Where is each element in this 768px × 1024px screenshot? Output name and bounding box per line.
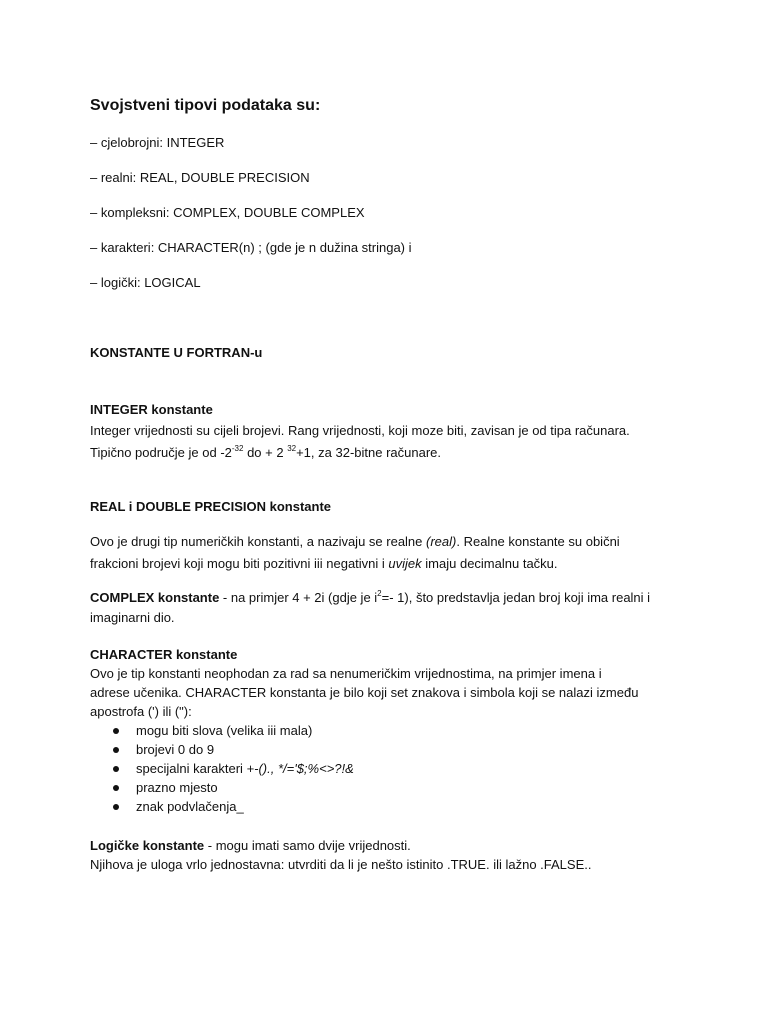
real-heading: REAL i DOUBLE PRECISION konstante bbox=[90, 499, 332, 514]
integer-text-2 bbox=[90, 443, 441, 462]
integer-text-1: Integer vrijednosti su cijeli brojevi. Rang vrijednosti, koji moze biti, zavisan je od tipa računara. bbox=[90, 423, 630, 438]
types-title: Svojstveni tipovi podataka su: bbox=[90, 97, 321, 114]
logical-text-1 bbox=[90, 836, 411, 855]
bullet-icon bbox=[113, 747, 119, 753]
bullet-item-letters: mogu biti slova (velika iii mala) bbox=[136, 723, 313, 738]
character-text-3: apostrofa (') ili ("): bbox=[90, 704, 192, 719]
bullet-icon bbox=[113, 728, 119, 734]
real-text-2b: imaju decimalnu tačku. bbox=[421, 556, 558, 571]
integer-exp-1: -32 bbox=[231, 444, 244, 453]
bullet-item-digits: brojevi 0 do 9 bbox=[136, 742, 215, 757]
integer-heading: INTEGER konstante bbox=[90, 402, 213, 417]
type-item-integer: – cjelobrojni: INTEGER bbox=[90, 135, 225, 150]
character-text-2: adrese učenika. CHARACTER konstanta je bilo koji set znakova i simbola koji se nalazi između bbox=[90, 685, 639, 700]
complex-text-1 bbox=[90, 588, 650, 607]
bullet-item-underscore: znak podvlačenja_ bbox=[136, 799, 244, 814]
logical-text-1b: - mogu imati samo dvije vrijednosti. bbox=[204, 838, 411, 853]
bullet-icon bbox=[113, 804, 119, 810]
type-item-complex: – kompleksni: COMPLEX, DOUBLE COMPLEX bbox=[90, 205, 365, 220]
real-text-1-italic: (real) bbox=[426, 534, 457, 549]
special-characters: +-()., */='$;%<>?!& bbox=[246, 761, 354, 776]
real-text-1a: Ovo je drugi tip numeričkih konstanti, a nazivaju se realne bbox=[90, 534, 427, 549]
real-text-2a: frakcioni brojevi koji mogu biti pozitivni iii negativni i bbox=[90, 556, 389, 571]
logical-heading: Logičke konstante bbox=[90, 838, 205, 853]
type-item-logical: – logički: LOGICAL bbox=[90, 275, 201, 290]
bullet-icon bbox=[113, 766, 119, 772]
constants-heading: KONSTANTE U FORTRAN-u bbox=[90, 345, 263, 360]
real-text-1 bbox=[90, 532, 620, 551]
integer-text-2b: do + 2 bbox=[243, 445, 288, 460]
real-text-1b: . Realne konstante su obični bbox=[456, 534, 620, 549]
integer-exp-2: 32 bbox=[287, 444, 297, 453]
character-heading: CHARACTER konstante bbox=[90, 647, 238, 662]
type-item-real: – realni: REAL, DOUBLE PRECISION bbox=[90, 170, 310, 185]
complex-exp: 2 bbox=[377, 589, 382, 598]
bullet-item-special-label: specijalni karakteri bbox=[136, 761, 247, 776]
logical-text-2: Njihova je uloga vrlo jednostavna: utvrditi da li je nešto istinito .TRUE. ili lažno .FALSE.. bbox=[90, 857, 592, 872]
complex-heading: COMPLEX konstante bbox=[90, 590, 220, 605]
complex-text-1b: =- 1), što predstavlja jedan broj koji ima realni i bbox=[381, 590, 651, 605]
bullet-icon bbox=[113, 785, 119, 791]
character-text-1: Ovo je tip konstanti neophodan za rad sa nenumeričkim vrijednostima, na primjer imena i bbox=[90, 666, 602, 681]
complex-text-2: imaginarni dio. bbox=[90, 610, 175, 625]
bullet-item-special bbox=[136, 759, 354, 778]
complex-text-1a: - na primjer 4 + 2i (gdje je i bbox=[219, 590, 378, 605]
bullet-item-space: prazno mjesto bbox=[136, 780, 218, 795]
real-text-2-italic: uvijek bbox=[388, 556, 422, 571]
real-text-2 bbox=[90, 554, 558, 573]
integer-text-2a: Tipično područje je od -2 bbox=[90, 445, 232, 460]
type-item-character: – karakteri: CHARACTER(n) ; (gde je n dužina stringa) i bbox=[90, 240, 412, 255]
integer-text-2c: +1, za 32-bitne računare. bbox=[296, 445, 441, 460]
